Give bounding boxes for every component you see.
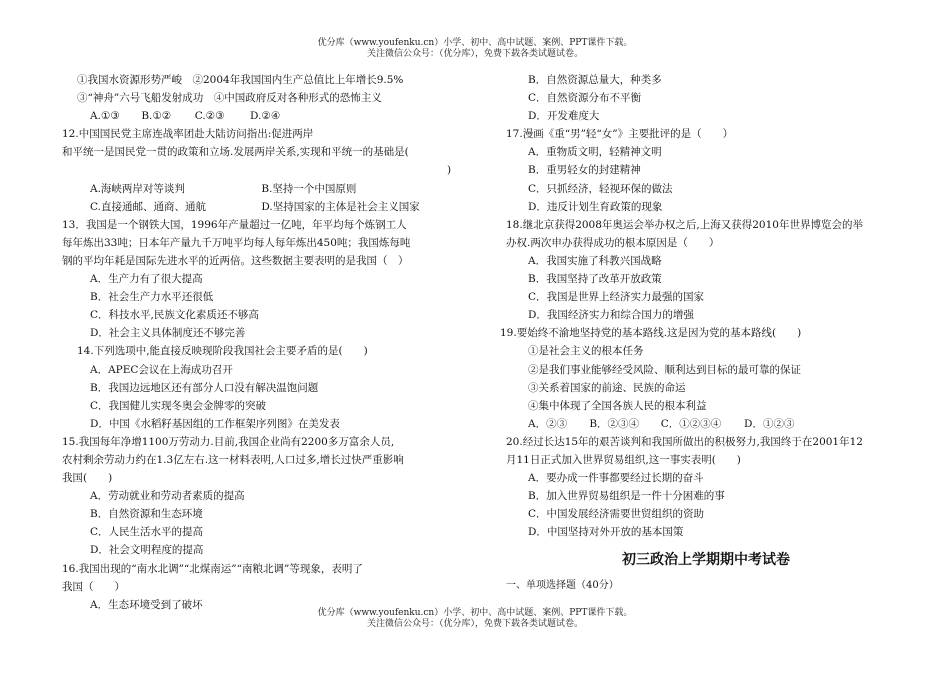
q14-option-d: D．中国《水稻籽基因组的工作框架序列图》在美发表 (90, 417, 340, 430)
q18-option-a: A．我国实施了科教兴国战略 (528, 254, 662, 267)
q13-line-3: 钢的平均年耗是国际先进水平的近两倍。这些数据主要表明的是我国（ ） (62, 254, 409, 267)
q12-option-d: D.坚持国家的主体是社会主义国家 (261, 200, 420, 213)
q20-option-a: A．要办成一件事都要经过长期的奋斗 (528, 472, 704, 485)
q20-option-c: C．中国发展经济需要世贸组织的资助 (528, 508, 705, 521)
q13-option-c: C．科技水平,民族文化素质还不够高 (90, 309, 259, 322)
q15-line-3: 我国( ) (62, 472, 113, 485)
q19-item-3: ③关系着国家的前途、民族的命运 (528, 381, 686, 394)
footer-line-2: 关注微信公众号：（优分库），免费下载各类试题试卷。 (366, 619, 583, 629)
q19-item-2: ②是我们事业能够经受风险、顺利达到目标的最可靠的保证 (528, 363, 801, 376)
q19-line-1: 19.要始终不渝地坚持党的基本路线.这是因为党的基本路线( ) (500, 327, 802, 340)
q20-line-1: 20.经过长达15年的艰苦谈判和我国所做出的积极努力,我国终于在2001年12 (506, 435, 863, 448)
q14-option-b: B．我国边远地区还有部分人口没有解决温饱问题 (90, 381, 319, 394)
q16-option-c: C．自然资源分布不平衡 (528, 92, 642, 105)
q20-option-d: D．中国坚持对外开放的基本国策 (528, 526, 684, 539)
q15-line-2: 农村剩余劳动力约在1.3亿左右.这一材料表明,人口过多,增长过快严重影响 (62, 453, 404, 466)
q18-line-2: 办权.两次申办获得成功的根本原因是（ ） (506, 236, 720, 249)
paper-title: 初三政治上学期期中考试卷 (622, 552, 790, 569)
section-heading: 一、单项选择题（40分） (506, 580, 619, 592)
q12-options-cd (62, 198, 467, 216)
q11-option-d: D.②④ (250, 110, 281, 123)
q13-line-1: 13．我国是一个钢铁大国，1996年产量超过一亿吨，年平均每个炼钢工人 (62, 218, 407, 231)
q11-option-a: A.①③ (90, 110, 120, 123)
q16-option-b: B．自然资源总量大，种类多 (528, 74, 662, 86)
q17-line-1: 17.漫画《重“男”轻“女”》主要批评的是（ ） (506, 128, 734, 141)
q15-option-c: C．人民生活水平的提高 (90, 526, 204, 539)
q11-items-a: ①我国水资源形势严峻 ②2004年我国国内生产总值比上年增长9.5% (77, 74, 404, 86)
q17-option-a: A．重物质文明，轻精神文明 (528, 146, 662, 159)
q12-options-ab (62, 180, 467, 198)
q16-line-1: 16.我国出现的“南水北调”“北煤南运”“南粮北调”等现象，表明了 (62, 562, 363, 575)
q12-option-b: B.坚持一个中国原则 (261, 182, 357, 195)
q16-option-a: A．生态环境受到了破坏 (90, 598, 203, 611)
q12-line-3: ) (447, 164, 452, 177)
q19-option-d: D．①②③ (744, 417, 795, 430)
q11-items-b: ③“神舟”六号飞船发射成功 ④中国政府反对各种形式的恐怖主义 (77, 92, 382, 105)
q19-item-1: ①是社会主义的根本任务 (528, 345, 644, 358)
q12-line-1: 12.中国国民党主席连战率团赴大陆访问指出:促进两岸 (62, 128, 314, 141)
q14-line-1: 14.下列选项中,能直接反映现阶段我国社会主要矛盾的是( ) (77, 345, 368, 358)
q18-option-d: D．我国经济实力和综合国力的增强 (528, 309, 694, 322)
q15-option-b: B．自然资源和生态环境 (90, 508, 203, 521)
header-line-1: 优分库（www.youfenku.cn）小学、初中、高中试题、案例、PPT课件下载。 (317, 38, 633, 48)
q17-option-d: D．违反计划生育政策的现象 (528, 200, 663, 213)
q17-option-b: B．重男轻女的封建精神 (528, 164, 641, 177)
q16-option-d: D．开发难度大 (528, 110, 600, 123)
q14-option-a: A．APEC会议在上海成功召开 (90, 363, 233, 376)
q19-option-b: B．②③④ (589, 417, 640, 430)
header-line-2: 关注微信公众号：（优分库），免费下载各类试题试卷。 (366, 49, 583, 59)
q13-option-a: A．生产力有了很大提高 (90, 273, 203, 286)
q13-option-d: D．社会主义具体制度还不够完善 (90, 327, 246, 340)
q11-option-c: C.②③ (194, 110, 225, 123)
q19-option-a: A．②③ (528, 417, 568, 430)
q20-option-b: B．加入世界贸易组织是一件十分困难的事 (528, 490, 725, 503)
q20-line-2: 月11日正式加入世界贸易组织,这一事实表明( ) (506, 453, 741, 466)
q15-option-a: A．劳动就业和劳动者素质的提高 (90, 490, 245, 503)
q12-option-c: C.直接通邮、通商、通航 (90, 200, 206, 213)
header-banner (0, 38, 950, 60)
q13-option-b: B．社会生产力水平还很低 (90, 291, 214, 304)
q19-item-4: ④集中体现了全国各族人民的根本利益 (528, 399, 707, 412)
q12-line-2: 和平统一是国民党一贯的政策和立场.发展两岸关系,实现和平统一的基础是( (62, 146, 409, 159)
q13-line-2: 每年炼出33吨；日本年产量九千万吨平均每人每年炼出450吨；我国炼每吨 (62, 236, 411, 249)
footer-banner (0, 608, 950, 630)
q14-option-c: C．我国健儿实现冬奥会金牌零的突破 (90, 399, 267, 412)
q11-option-b: B.①② (141, 110, 172, 123)
q15-line-1: 15.我国每年净增1100万劳动力.目前,我国企业尚有2200多万富余人员, (62, 435, 395, 448)
q11-options (62, 107, 467, 125)
q19-options (500, 415, 910, 433)
q18-option-c: C．我国是世界上经济实力最强的国家 (528, 291, 705, 304)
left-column (62, 71, 467, 614)
right-column (500, 71, 910, 596)
q16-line-2: 我国（ ） (62, 580, 125, 593)
q18-option-b: B．我国坚持了改革开放政策 (528, 273, 662, 286)
q12-option-a: A.海峡两岸对等谈判 (90, 182, 185, 195)
q17-option-c: C．只抓经济，轻视环保的做法 (528, 182, 673, 195)
q19-option-c: C．①②③④ (660, 417, 722, 430)
q15-option-d: D．社会文明程度的提高 (90, 544, 204, 557)
q18-line-1: 18.继北京获得2008年奥运会举办权之后,上海又获得2010年世界博览会的举 (506, 218, 863, 231)
footer-line-1: 优分库（www.youfenku.cn）小学、初中、高中试题、案例、PPT课件下载。 (317, 608, 633, 618)
